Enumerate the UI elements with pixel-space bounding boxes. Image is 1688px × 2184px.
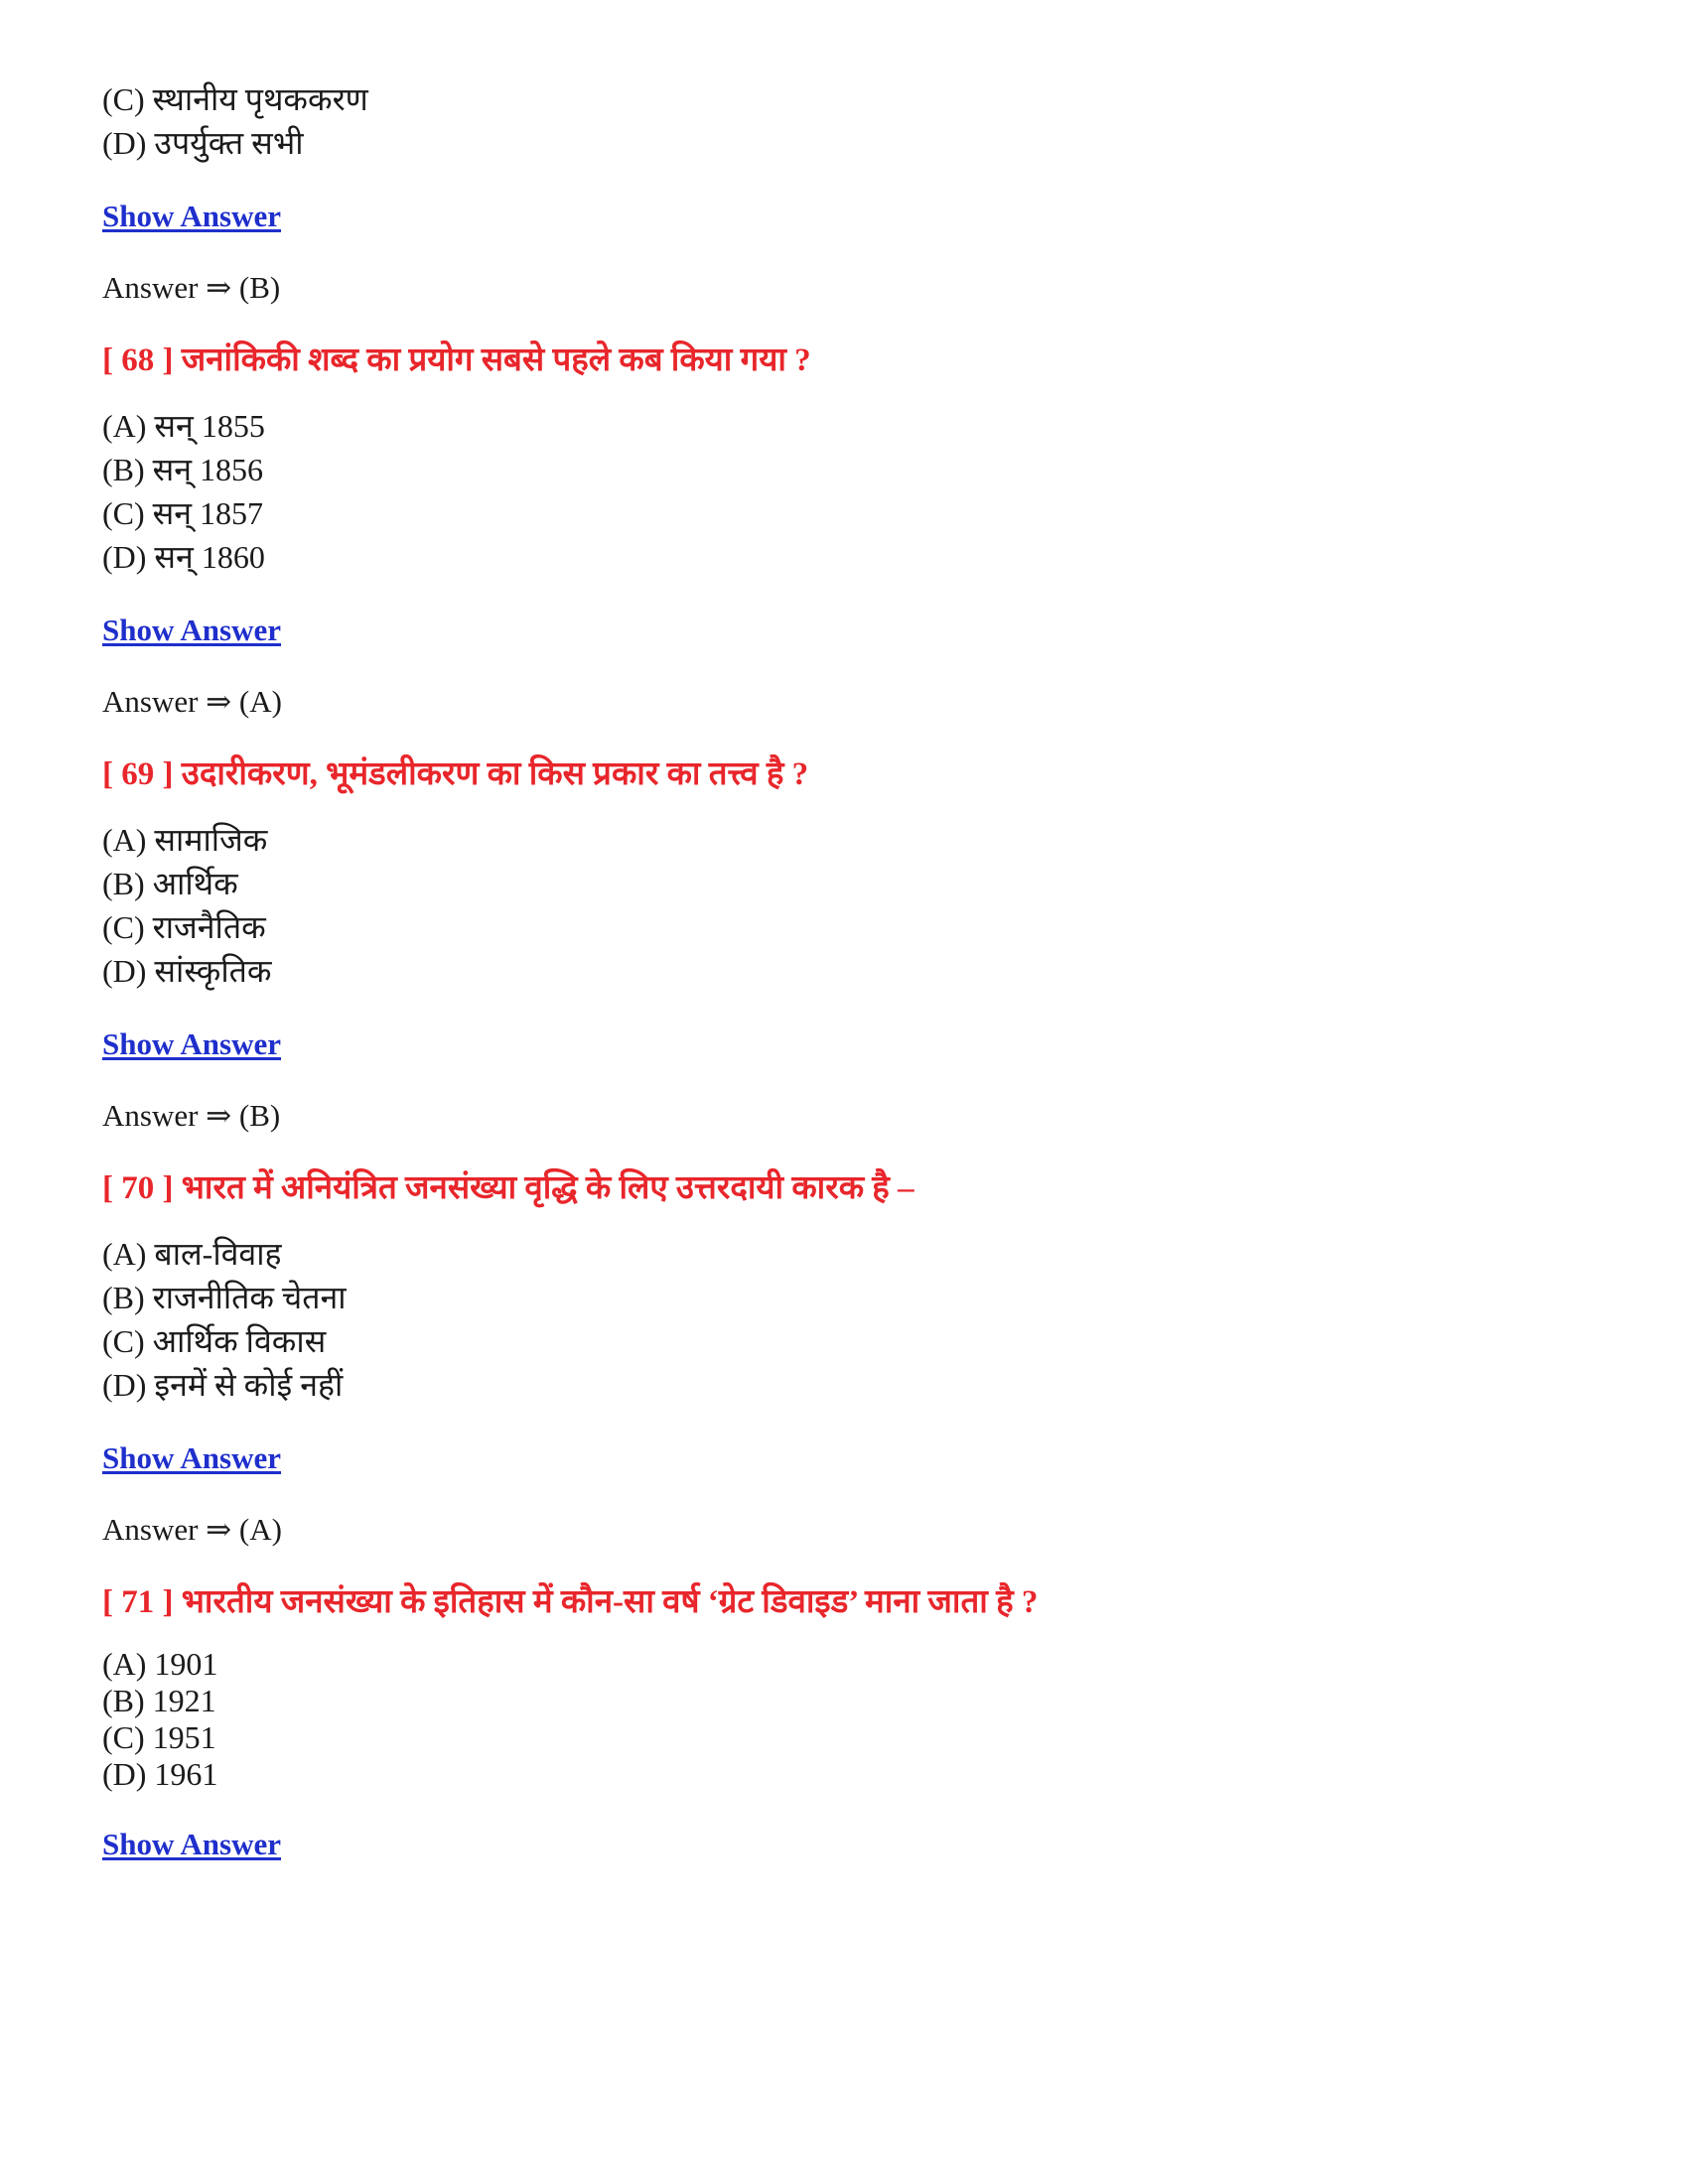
answer-text: Answer ⇒ (B)	[102, 270, 281, 305]
answer-text: Answer ⇒ (A)	[102, 1512, 282, 1547]
option-a: (A) बाल-विवाह	[102, 1236, 282, 1272]
option-d: (D) सन् 1860	[102, 539, 265, 575]
answer-text: Answer ⇒ (A)	[102, 684, 282, 719]
option-d: (D) 1961	[102, 1756, 218, 1792]
show-answer-link[interactable]: Show Answer	[102, 613, 282, 647]
option-b: (B) 1921	[102, 1683, 216, 1718]
question-71	[102, 1577, 1592, 1862]
question-69	[102, 750, 1592, 1134]
show-answer-link[interactable]: Show Answer	[102, 1827, 282, 1861]
question-70	[102, 1163, 1592, 1548]
option-b: (B) आर्थिक	[102, 866, 238, 901]
option-c: (C) 1951	[102, 1719, 216, 1755]
option-d: (D) सांस्कृतिक	[102, 953, 272, 989]
question-title: [ 71 ] भारतीय जनसंख्या के इतिहास में कौन-सा वर्ष ‘ग्रेट डिवाइड’ माना जाता है ?	[102, 1584, 1039, 1620]
question-68	[102, 336, 1592, 720]
option-a: (A) 1901	[102, 1646, 218, 1682]
question-title: [ 70 ] भारत में अनियंत्रित जनसंख्या वृद्धि के लिए उत्तरदायी कारक है –	[102, 1170, 914, 1206]
option-d: (D) उपर्युक्त सभी	[102, 125, 304, 161]
option-a: (A) सामाजिक	[102, 822, 268, 858]
question-title: [ 68 ] जनांकिकी शब्द का प्रयोग सबसे पहले कब किया गया ?	[102, 342, 811, 378]
question-title: [ 69 ] उदारीकरण, भूमंडलीकरण का किस प्रकार का तत्त्व है ?	[102, 756, 809, 792]
option-c: (C) आर्थिक विकास	[102, 1323, 327, 1359]
show-answer-link[interactable]: Show Answer	[102, 1440, 282, 1475]
option-c: (C) राजनैतिक	[102, 909, 266, 945]
option-c: (C) स्थानीय पृथककरण	[102, 81, 368, 117]
show-answer-link[interactable]: Show Answer	[102, 1026, 282, 1061]
quiz-page	[102, 77, 1592, 1862]
question-67-continued	[102, 77, 1592, 306]
option-b: (B) राजनीतिक चेतना	[102, 1280, 347, 1315]
answer-text: Answer ⇒ (B)	[102, 1098, 281, 1133]
option-c: (C) सन् 1857	[102, 495, 264, 531]
option-b: (B) सन् 1856	[102, 452, 264, 487]
option-d: (D) इनमें से कोई नहीं	[102, 1367, 344, 1403]
show-answer-link[interactable]: Show Answer	[102, 199, 282, 233]
option-a: (A) सन् 1855	[102, 408, 265, 444]
